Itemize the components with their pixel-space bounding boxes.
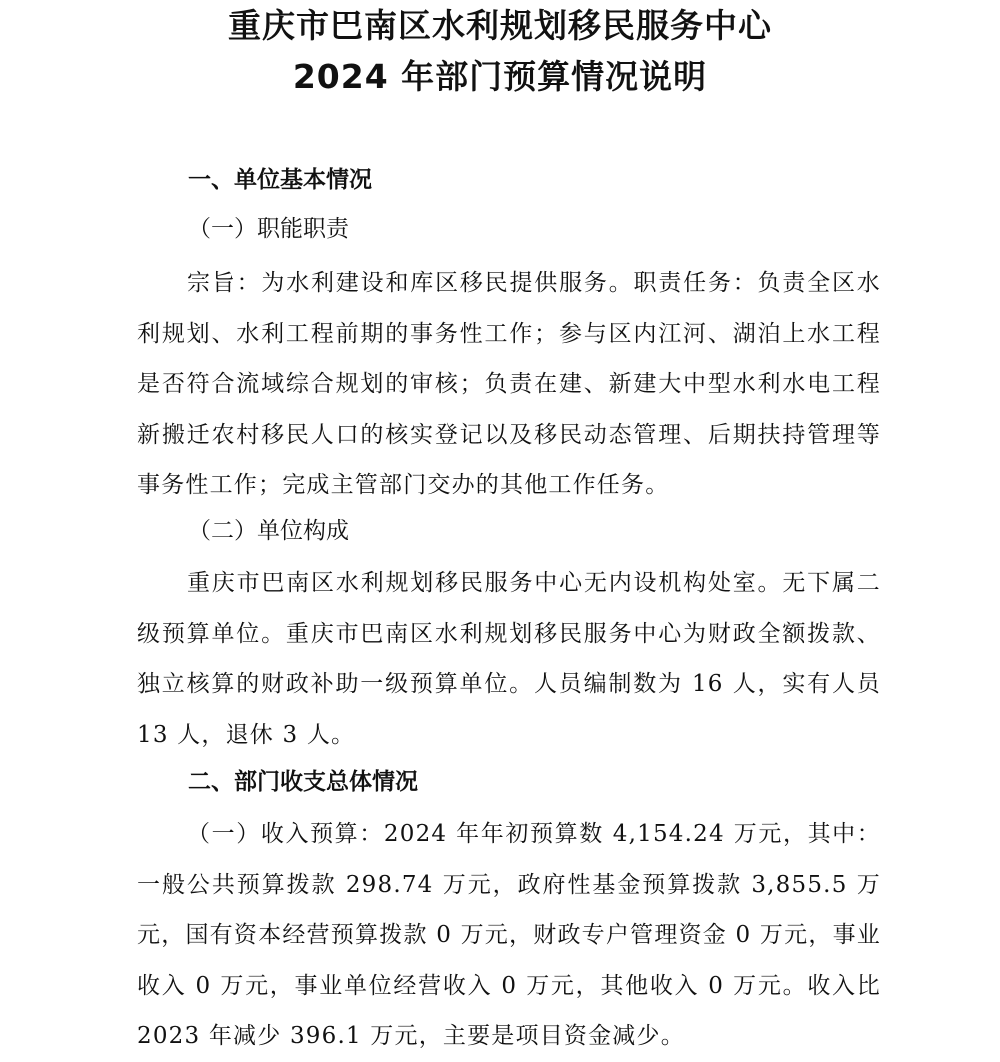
document-title: 重庆市巴南区水利规划移民服务中心 <box>228 6 772 45</box>
subsection-heading-structure: （二）单位构成 <box>188 518 349 544</box>
subsection-heading-duties: （一）职能职责 <box>188 216 349 242</box>
paragraph-income-budget: （一）收入预算：2024 年年初预算数 4,154.24 万元，其中：一般公共预算拨款 298.74 万元，政府性基金预算拨款 3,855.5 万元，国有资本经营预算拨款 0 万元，财政专户管理资金 0 万元，事业收入 0 万元，事业单位经营收入 0 万元，其他收入 0 万元。收入比 2023 年减少 396.1 万元，主要是项目资金减少。 <box>137 821 881 1049</box>
document-subtitle: 2024 年部门预算情况说明 <box>292 57 708 96</box>
section-heading-revenue-expenditure: 二、部门收支总体情况 <box>188 769 418 795</box>
section-heading-basic-info: 一、单位基本情况 <box>188 167 372 193</box>
paragraph-duties: 宗旨：为水利建设和库区移民提供服务。职责任务：负责全区水利规划、水利工程前期的事务性工作；参与区内江河、湖泊上水工程是否符合流域综合规划的审核；负责在建、新建大中型水利水电工程新搬迁农村移民人口的核实登记以及移民动态管理、后期扶持管理等事务性工作；完成主管部门交办的其他工作任务。 <box>137 270 881 498</box>
paragraph-structure: 重庆市巴南区水利规划移民服务中心无内设机构处室。无下属二级预算单位。重庆市巴南区水利规划移民服务中心为财政全额拨款、独立核算的财政补助一级预算单位。人员编制数为 16 人，实有人员 13 人，退休 3 人。 <box>137 570 881 748</box>
